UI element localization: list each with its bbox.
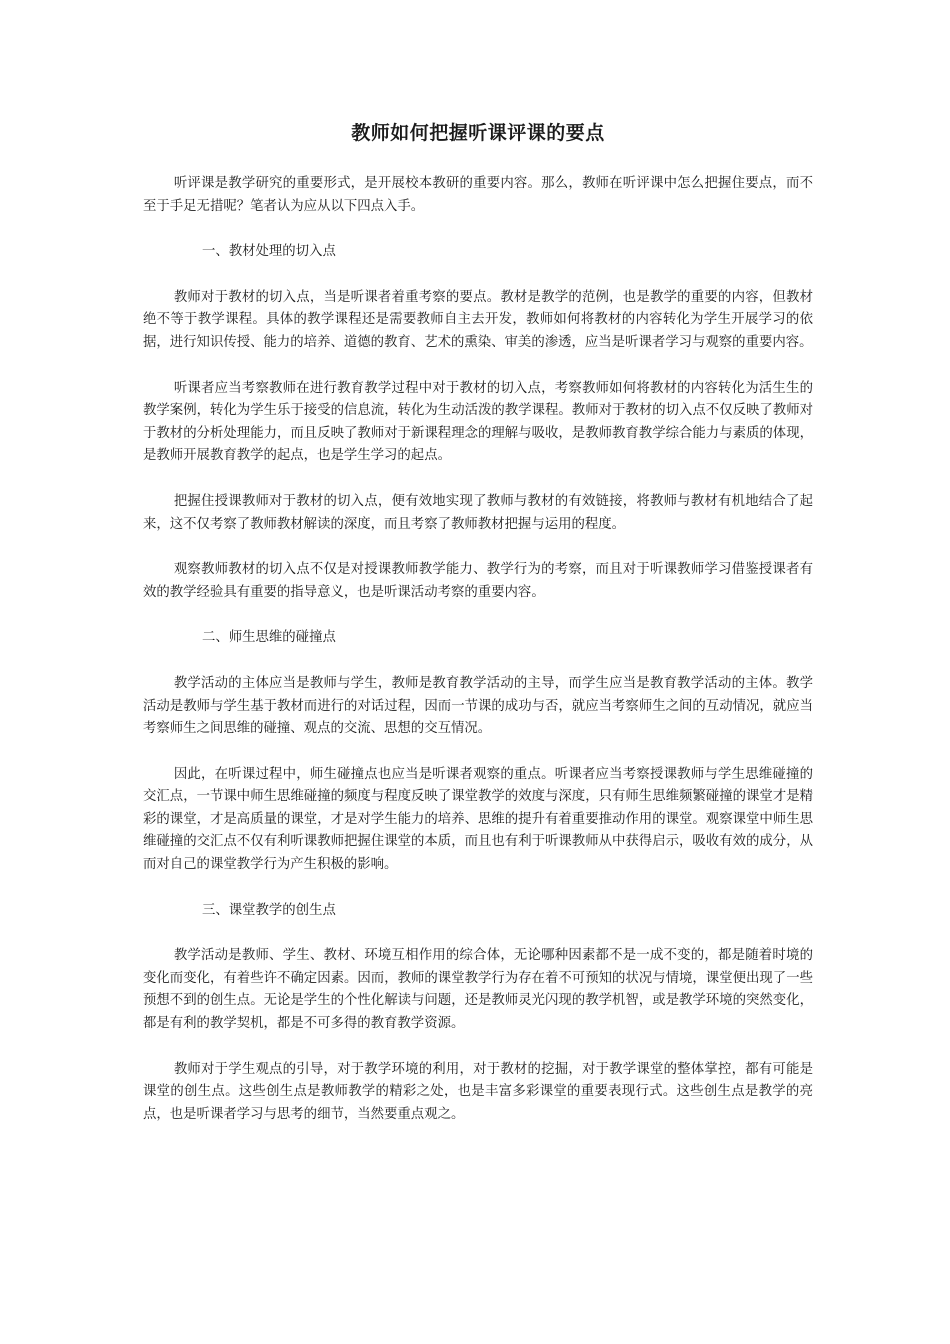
section-heading: 一、教材处理的切入点 <box>201 244 336 260</box>
section-paragraph: 教师对于教材的切入点，当是听课者着重考察的要点。教材是教学的范例，也是教学的重要的内容，但教材绝不等于教学课程。具体的教学课程还是需要教师自主去开发，教师如何将教材的内容转化为学生开展学习的依据，进行知识传授、能力的培养、道德的教育、艺术的熏染、审美的渗透，应当是听课者学习与观察的重要内容。 <box>143 289 813 350</box>
intro-paragraph: 听评课是教学研究的重要形式，是开展校本教研的重要内容。那么，教师在听评课中怎么把握住要点，而不至于手足无措呢？笔者认为应从以下四点入手。 <box>143 176 813 214</box>
section-paragraph: 听课者应当考察教师在进行教育教学过程中对于教材的切入点，考察教师如何将教材的内容转化为活生生的教学案例，转化为学生乐于接受的信息流，转化为生动活泼的教学课程。教师对于教材的切入点不仅反映了教师对于教材的分析处理能力，而且反映了教师对于新课程理念的理解与吸收，是教师教育教学综合能力与素质的体现，是教师开展教育教学的起点，也是学生学习的起点。 <box>143 380 813 464</box>
section-paragraph: 教学活动的主体应当是教师与学生，教师是教育教学活动的主导，而学生应当是教育教学活动的主体。教学活动是教师与学生基于教材而进行的对话过程，因而一节课的成功与否，就应当考察师生之间的互动情况，就应当考察师生之间思维的碰撞、观点的交流、思想的交互情况。 <box>143 675 813 737</box>
section-2 <box>143 627 813 876</box>
section-1 <box>143 241 813 604</box>
section-heading: 二、师生思维的碰撞点 <box>201 630 336 646</box>
section-paragraph: 把握住授课教师对于教材的切入点，便有效地实现了教师与教材的有效链接，将教师与教材有机地结合了起来，这不仅考察了教师教材解读的深度，而且考察了教师教材把握与运用的程度。 <box>143 493 813 532</box>
section-paragraph: 因此，在听课过程中，师生碰撞点也应当是听课者观察的重点。听课者应当考察授课教师与学生思维碰撞的交汇点，一节课中师生思维碰撞的频度与程度反映了课堂教学的效度与深度，只有师生思维频繁碰撞的课堂才是精彩的课堂，才是高质量的课堂，才是对学生能力的培养、思维的提升有着重要推动作用的课堂。观察课堂中师生思维碰撞的交汇点不仅有利听课教师把握住课堂的本质，而且也有利于听课教师从中获得启示，吸收有效的成分，从而对自己的课堂教学行为产生积极的影响。 <box>143 766 813 873</box>
section-3 <box>143 900 813 1127</box>
section-paragraph: 教学活动是教师、学生、教材、环境互相作用的综合体，无论哪种因素都不是一成不变的，都是随着时境的变化而变化，有着些许不确定因素。因而，教师的课堂教学行为存在着不可预知的状况与情境，课堂便出现了一些预想不到的创生点。无论是学生的个性化解读与问题，还是教师灵光闪现的教学机智，或是教学环境的突然变化，都是有利的教学契机，都是不可多得的教育教学资源。 <box>143 948 813 1032</box>
section-heading: 三、课堂教学的创生点 <box>201 902 336 918</box>
document-title: 教师如何把握听课评课的要点 <box>351 122 605 144</box>
section-paragraph: 教师对于学生观点的引导，对于教学环境的利用，对于教材的挖掘，对于教学课堂的整体掌控，都有可能是课堂的创生点。这些创生点是教师教学的精彩之处，也是丰富多彩课堂的重要表现行式。这些创生点是教学的亮点，也是听课者学习与思考的细节，当然要重点观之。 <box>143 1061 813 1122</box>
document-page <box>143 118 813 1149</box>
section-paragraph: 观察教师教材的切入点不仅是对授课教师教学能力、教学行为的考察，而且对于听课教师学习借鉴授课者有效的教学经验具有重要的指导意义，也是听课活动考察的重要内容。 <box>143 562 813 600</box>
